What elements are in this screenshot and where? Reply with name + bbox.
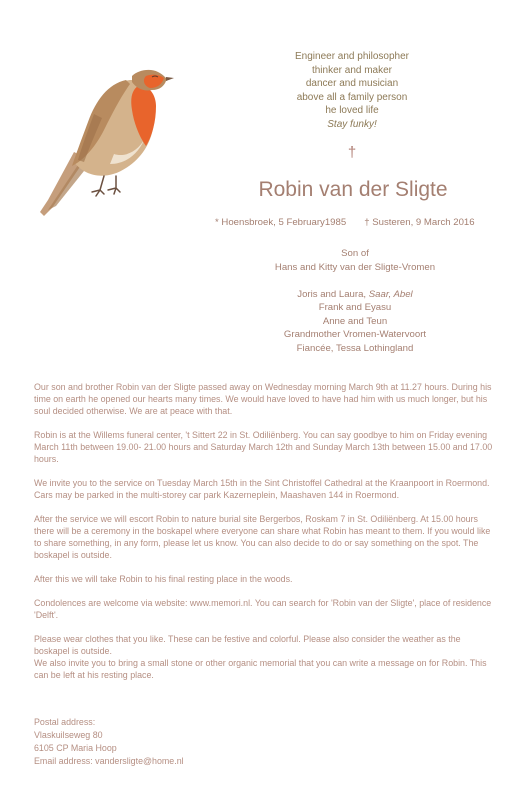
death-date: † Susteren, 9 March 2016 (364, 217, 475, 228)
paragraph-service: We invite you to the service on Tuesday March 15th in the Sint Christoffel Cathedral at the Kraanpoort in Roermond. Cars may be parked in the multi-storey car park Kazerneplein, Maashaven 144 in Roermond. (34, 478, 490, 500)
address-email[interactable]: Email address: vandersligte@home.nl (34, 756, 184, 766)
poem-line-6: Stay funky! (327, 118, 377, 130)
life-dates (215, 217, 500, 228)
sibling-1-children: Saar, Abel (368, 288, 413, 300)
address-city: 6105 CP Maria Hoop (34, 743, 117, 753)
poem-line-4: above all a family person (296, 91, 408, 103)
paragraph-resting-place: After this we will take Robin to his final resting place in the woods. (34, 574, 293, 584)
sibling-2: Frank and Eyasu (318, 302, 392, 313)
parents: Hans and Kitty van der Sligte-Vromen (274, 261, 436, 273)
robin-illustration (34, 66, 174, 218)
postal-address (34, 716, 184, 768)
paragraph-funeral-center: Robin is at the Willems funeral center, 't Sittert 22 in St. Odiliënberg. You can say goodbye to him on Friday evening March 11th between 19.00- 21.00 hours and Saturday March 12th and Sunday March 13th between 15.00 and 17.00 hours. (34, 430, 493, 464)
deceased-name: Robin van der Sligte (258, 178, 448, 201)
address-label: Postal address: (34, 717, 96, 727)
paragraph-passing: Our son and brother Robin van der Sligte passed away on Wednesday morning March 9th at 11.27 hours. During his time on earth he opened our hearts many times. We would have loved to have had him with us much longer, but his soul decided otherwise. We are at peace with that. (34, 382, 492, 416)
poem-line-2: thinker and maker (311, 64, 393, 76)
sibling-1 (250, 288, 460, 302)
sibling-1-names: Joris and Laura, (297, 288, 367, 300)
poem-line-3: dancer and musician (305, 78, 399, 89)
cross-symbol: † (347, 144, 357, 161)
son-of-label: Son of (341, 248, 369, 259)
paragraph-clothes: Please wear clothes that you like. These can be festive and colorful. Please also consider the weather as the boskapel is outside. (34, 634, 461, 656)
paragraph-condolences: Condolences are welcome via website: www.memori.nl. You can search for 'Robin van der Sligte', place of residence 'Delft'. (34, 598, 492, 620)
paragraph-burial-site: After the service we will escort Robin to nature burial site Bergerbos, Roskam 7 in St. Odiliënberg. At 15.00 hours there will be a ceremony in the boskapel where everyone can share what Robin has meant to them. If you would like to share something, in any form, please let us know. You can also decide to do or say something on the spot. The boskapel is outside. (34, 514, 491, 560)
address-street: Vlaskuilseweg 80 (34, 730, 103, 740)
poem-line-5: he loved life (325, 105, 379, 116)
sibling-3: Anne and Teun (322, 315, 388, 327)
fiancee: Fiancée, Tessa Lothingland (296, 342, 414, 354)
poem-line-1: Engineer and philosopher (295, 51, 409, 62)
grandmother: Grandmother Vromen-Watervoort (283, 329, 427, 340)
birth-date: * Hoensbroek, 5 February1985 (215, 217, 347, 228)
family-list (250, 247, 460, 355)
spacer (250, 274, 460, 288)
paragraph-memorial: We also invite you to bring a small stone or other organic memorial that you can write a message on for Robin. This can be left at his resting place. (34, 658, 487, 680)
poem (262, 50, 442, 131)
announcement-body (34, 381, 496, 681)
